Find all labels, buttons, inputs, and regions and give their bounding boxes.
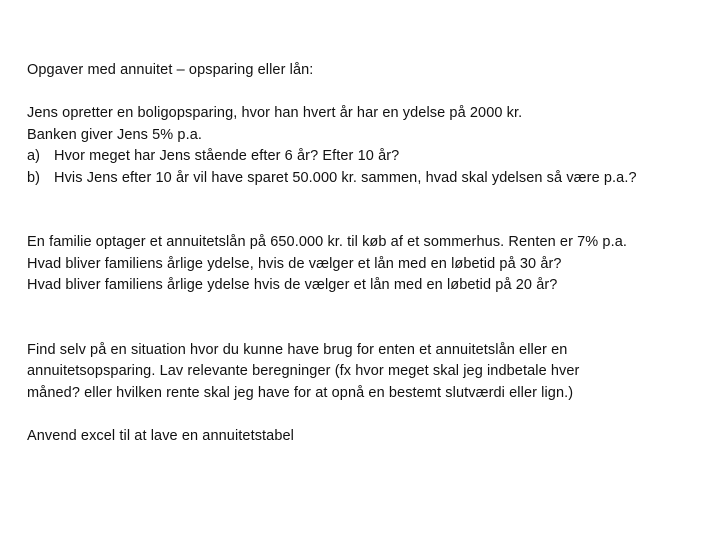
task-own-situation-line: måned? eller hvilken rente skal jeg have for at opnå en bestemt slutværdi eller lign.) (27, 384, 574, 401)
task-loan-line: Hvad bliver familiens årlige ydelse, hvis de vælger et lån med en løbetid på 30 år? (27, 255, 562, 272)
list-marker: a) (27, 148, 41, 164)
task-own-situation-line: Find selv på en situation hvor du kunne have brug for enten et annuitetslån eller en (27, 341, 568, 358)
spacer (27, 82, 707, 104)
task-savings-question-a (27, 146, 707, 168)
task-own-situation (27, 340, 707, 405)
question-text: Hvis Jens efter 10 år vil have sparet 50.000 kr. sammen, hvad skal ydelsen så være p.a.? (54, 169, 637, 186)
spacer (27, 189, 707, 232)
task-excel: Anvend excel til at lave en annuitetstabel (27, 427, 294, 444)
task-savings-question-b (27, 168, 707, 190)
task-savings (27, 103, 707, 189)
spacer (27, 297, 707, 340)
task-own-situation-line: annuitetsopsparing. Lav relevante beregninger (fx hvor meget skal jeg indbetale hver (27, 363, 580, 379)
task-savings-intro-line: Banken giver Jens 5% p.a. (27, 126, 202, 143)
task-savings-intro-line: Jens opretter en boligopsparing, hvor han hvert år har en ydelse på 2000 kr. (27, 105, 523, 121)
task-loan (27, 232, 707, 297)
question-text: Hvor meget har Jens stående efter 6 år? Efter 10 år? (54, 148, 400, 164)
document-body (27, 60, 707, 447)
task-loan-line: Hvad bliver familiens årlige ydelse hvis de vælger et lån med en løbetid på 20 år? (27, 277, 558, 293)
spacer (27, 404, 707, 426)
document-title: Opgaver med annuitet – opsparing eller lån: (27, 62, 314, 78)
task-loan-line: En familie optager et annuitetslån på 650.000 kr. til køb af et sommerhus. Renten er 7% p.a. (27, 234, 628, 250)
list-marker: b) (27, 169, 41, 186)
